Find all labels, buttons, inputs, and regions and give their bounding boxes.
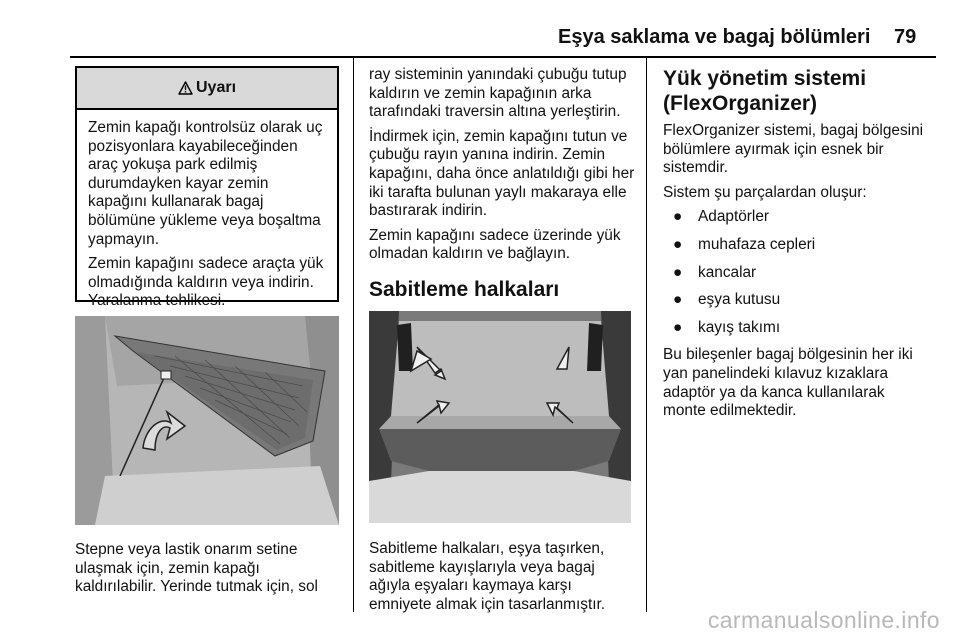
column-divider-1 (353, 58, 354, 612)
caption-spare-wheel: Stepne veya lastik onarım setine ulaşmak için, zemin kapağı kaldırılabilir. Yerinde tutmak için, sol (75, 541, 318, 596)
warning-paragraph: Zemin kapağını sadece araçta yük olmadığında kaldırın veya indirin. Yaralanma tehlikesi. (88, 255, 324, 310)
column-3-text (663, 66, 928, 427)
list-item: ● muhafaza cepleri (673, 235, 816, 253)
lead-paragraph: Sistem şu parçalardan oluşur: (663, 183, 867, 201)
list-item: ● kancalar (673, 263, 757, 281)
column-divider-2 (646, 58, 647, 612)
column-2-caption (369, 540, 635, 620)
bullet-icon: ● (673, 318, 683, 336)
page-header-title: Eşya saklama ve bagaj bölümleri (558, 26, 871, 48)
bullet-icon: ● (673, 263, 683, 281)
warning-box (75, 66, 339, 310)
bullet-icon: ● (673, 291, 683, 309)
component-list (663, 208, 928, 337)
section-heading-lashing-eyes: Sabitleme halkaları (369, 278, 560, 301)
warning-triangle-icon (178, 81, 193, 95)
list-item: ● kayış takımı (673, 318, 781, 336)
section-heading-flexorganizer: Yük yönetim sistemi (FlexOrganizer) (663, 67, 867, 115)
column-1-text (75, 541, 345, 603)
column-2-text (369, 66, 635, 270)
header-rule (70, 56, 936, 58)
lashing-eyes-photo (369, 311, 631, 523)
warning-title: Uyarı (195, 79, 237, 96)
list-item: ● Adaptörler (673, 208, 770, 226)
page-number: 79 (894, 26, 917, 48)
bullet-icon: ● (673, 208, 683, 226)
list-item: ● eşya kutusu (673, 291, 781, 309)
bullet-icon: ● (673, 235, 683, 253)
body-paragraph: İndirmek için, zemin kapağını tutun ve çubuğu rayın yanına indirin. Zemin kapağını, daha önce anlatıldığı gibi her iki tarafta bulunan yaylı makaraya elle bastırarak indirin. (369, 127, 635, 220)
warning-paragraph: Zemin kapağı kontrolsüz olarak uç pozisyonlara kayabileceğinden araç yokuşa park edilmiş durumdayken kayar zemin kapağını kullanarak bagaj bölümüne yükleme veya boşaltma yapmayın. (88, 119, 323, 248)
caption-lashing-eyes: Sabitleme halkaları, eşya taşırken, sabitleme kayışlarıyla veya bagaj ağıyla eşyaları kaymaya karşı emniyete almak için tasarlanmıştır. (369, 540, 606, 613)
intro-paragraph: FlexOrganizer sistemi, bagaj bölgesini bölümlere ayırmak için esnek bir sistemdir. (663, 122, 924, 177)
body-paragraph: ray sisteminin yanındaki çubuğu tutup kaldırın ve zemin kapağının arka tarafındaki traversin altına yerleştirin. (369, 66, 627, 121)
trunk-floor-cover-photo (75, 316, 339, 525)
body-paragraph: Zemin kapağını sadece üzerinde yük olmadan kaldırın ve bağlayın. (369, 226, 621, 263)
warning-header (77, 68, 337, 110)
outro-paragraph: Bu bileşenler bagaj bölgesinin her iki yan panelindeki kılavuz kızaklara adaptör ya da kanca kullanılarak monte edilmektedir. (663, 346, 913, 420)
watermark: carmanualsonline.info (707, 607, 940, 633)
